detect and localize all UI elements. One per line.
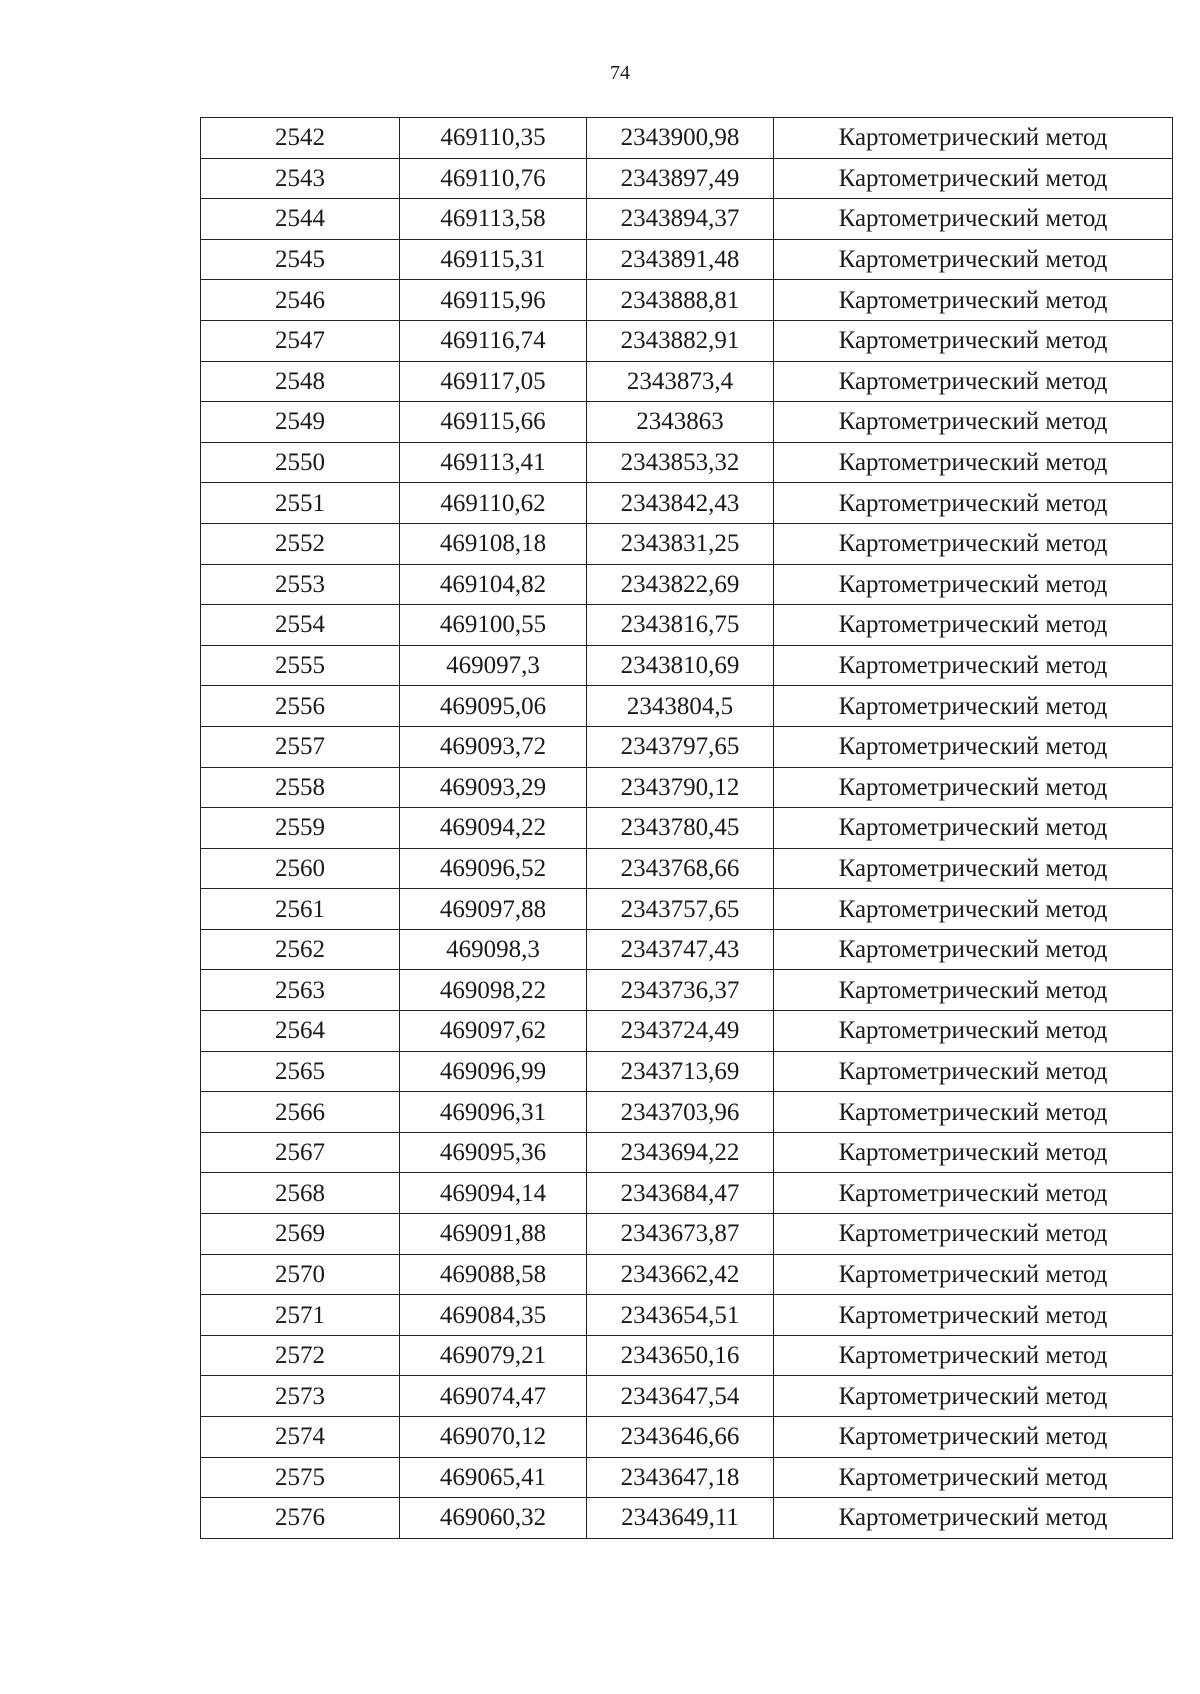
y-coordinate-cell: 2343882,91: [587, 320, 774, 361]
y-coordinate-cell: 2343853,32: [587, 442, 774, 483]
x-coordinate-cell: 469098,3: [400, 929, 587, 970]
y-coordinate-cell: 2343797,65: [587, 726, 774, 767]
x-coordinate-cell: 469094,14: [400, 1173, 587, 1214]
x-coordinate-cell: 469074,47: [400, 1376, 587, 1417]
y-coordinate-cell: 2343650,16: [587, 1335, 774, 1376]
page-number: 74: [610, 62, 630, 84]
table-row: [201, 1092, 1173, 1133]
y-coordinate-cell: 2343724,49: [587, 1011, 774, 1052]
x-coordinate-cell: 469095,36: [400, 1132, 587, 1173]
table-row: [201, 1295, 1173, 1336]
y-coordinate-cell: 2343842,43: [587, 483, 774, 524]
table-row: [201, 645, 1173, 686]
point-number-cell: 2561: [201, 889, 400, 930]
method-cell: Картометрический метод: [774, 442, 1173, 483]
point-number-cell: 2544: [201, 199, 400, 240]
table-row: [201, 1498, 1173, 1539]
method-cell: Картометрический метод: [774, 1498, 1173, 1539]
point-number-cell: 2543: [201, 158, 400, 199]
method-cell: Картометрический метод: [774, 199, 1173, 240]
table-row: [201, 442, 1173, 483]
point-number-cell: 2562: [201, 929, 400, 970]
x-coordinate-cell: 469095,06: [400, 686, 587, 727]
y-coordinate-cell: 2343736,37: [587, 970, 774, 1011]
table-row: [201, 848, 1173, 889]
table-row: [201, 726, 1173, 767]
table-row: [201, 1051, 1173, 1092]
x-coordinate-cell: 469096,31: [400, 1092, 587, 1133]
method-cell: Картометрический метод: [774, 767, 1173, 808]
y-coordinate-cell: 2343810,69: [587, 645, 774, 686]
x-coordinate-cell: 469100,55: [400, 605, 587, 646]
x-coordinate-cell: 469093,29: [400, 767, 587, 808]
point-number-cell: 2545: [201, 239, 400, 280]
point-number-cell: 2572: [201, 1335, 400, 1376]
point-number-cell: 2575: [201, 1457, 400, 1498]
table-row: [201, 1132, 1173, 1173]
table-row: [201, 158, 1173, 199]
method-cell: Картометрический метод: [774, 1254, 1173, 1295]
point-number-cell: 2563: [201, 970, 400, 1011]
table-row: [201, 523, 1173, 564]
x-coordinate-cell: 469093,72: [400, 726, 587, 767]
method-cell: Картометрический метод: [774, 1173, 1173, 1214]
method-cell: Картометрический метод: [774, 361, 1173, 402]
y-coordinate-cell: 2343900,98: [587, 118, 774, 159]
x-coordinate-cell: 469097,88: [400, 889, 587, 930]
point-number-cell: 2554: [201, 605, 400, 646]
x-coordinate-cell: 469116,74: [400, 320, 587, 361]
x-coordinate-cell: 469110,35: [400, 118, 587, 159]
method-cell: Картометрический метод: [774, 1457, 1173, 1498]
y-coordinate-cell: 2343694,22: [587, 1132, 774, 1173]
method-cell: Картометрический метод: [774, 1214, 1173, 1255]
x-coordinate-cell: 469096,52: [400, 848, 587, 889]
y-coordinate-cell: 2343873,4: [587, 361, 774, 402]
table-row: [201, 1376, 1173, 1417]
table-row: [201, 320, 1173, 361]
y-coordinate-cell: 2343888,81: [587, 280, 774, 321]
table-row: [201, 808, 1173, 849]
x-coordinate-cell: 469098,22: [400, 970, 587, 1011]
point-number-cell: 2576: [201, 1498, 400, 1539]
point-number-cell: 2571: [201, 1295, 400, 1336]
method-cell: Картометрический метод: [774, 402, 1173, 443]
point-number-cell: 2573: [201, 1376, 400, 1417]
point-number-cell: 2574: [201, 1417, 400, 1458]
x-coordinate-cell: 469096,99: [400, 1051, 587, 1092]
y-coordinate-cell: 2343894,37: [587, 199, 774, 240]
table-row: [201, 1011, 1173, 1052]
x-coordinate-cell: 469115,66: [400, 402, 587, 443]
x-coordinate-cell: 469097,3: [400, 645, 587, 686]
point-number-cell: 2559: [201, 808, 400, 849]
point-number-cell: 2542: [201, 118, 400, 159]
y-coordinate-cell: 2343647,18: [587, 1457, 774, 1498]
table-row: [201, 929, 1173, 970]
table-row: [201, 1457, 1173, 1498]
table-row: [201, 1214, 1173, 1255]
point-number-cell: 2564: [201, 1011, 400, 1052]
method-cell: Картометрический метод: [774, 158, 1173, 199]
x-coordinate-cell: 469084,35: [400, 1295, 587, 1336]
method-cell: Картометрический метод: [774, 1011, 1173, 1052]
y-coordinate-cell: 2343713,69: [587, 1051, 774, 1092]
method-cell: Картометрический метод: [774, 118, 1173, 159]
method-cell: Картометрический метод: [774, 726, 1173, 767]
method-cell: Картометрический метод: [774, 483, 1173, 524]
y-coordinate-cell: 2343822,69: [587, 564, 774, 605]
y-coordinate-cell: 2343831,25: [587, 523, 774, 564]
method-cell: Картометрический метод: [774, 970, 1173, 1011]
table-row: [201, 239, 1173, 280]
method-cell: Картометрический метод: [774, 848, 1173, 889]
table-row: [201, 686, 1173, 727]
x-coordinate-cell: 469113,58: [400, 199, 587, 240]
table-row: [201, 970, 1173, 1011]
method-cell: Картометрический метод: [774, 1132, 1173, 1173]
y-coordinate-cell: 2343684,47: [587, 1173, 774, 1214]
y-coordinate-cell: 2343757,65: [587, 889, 774, 930]
x-coordinate-cell: 469115,31: [400, 239, 587, 280]
point-number-cell: 2547: [201, 320, 400, 361]
x-coordinate-cell: 469117,05: [400, 361, 587, 402]
method-cell: Картометрический метод: [774, 645, 1173, 686]
method-cell: Картометрический метод: [774, 1092, 1173, 1133]
y-coordinate-cell: 2343780,45: [587, 808, 774, 849]
point-number-cell: 2560: [201, 848, 400, 889]
point-number-cell: 2557: [201, 726, 400, 767]
y-coordinate-cell: 2343654,51: [587, 1295, 774, 1336]
method-cell: Картометрический метод: [774, 239, 1173, 280]
table-row: [201, 483, 1173, 524]
table-row: [201, 1173, 1173, 1214]
y-coordinate-cell: 2343747,43: [587, 929, 774, 970]
x-coordinate-cell: 469079,21: [400, 1335, 587, 1376]
point-number-cell: 2569: [201, 1214, 400, 1255]
point-number-cell: 2568: [201, 1173, 400, 1214]
y-coordinate-cell: 2343897,49: [587, 158, 774, 199]
y-coordinate-cell: 2343790,12: [587, 767, 774, 808]
x-coordinate-cell: 469108,18: [400, 523, 587, 564]
x-coordinate-cell: 469091,88: [400, 1214, 587, 1255]
table-row: [201, 199, 1173, 240]
point-number-cell: 2555: [201, 645, 400, 686]
point-number-cell: 2553: [201, 564, 400, 605]
method-cell: Картометрический метод: [774, 808, 1173, 849]
point-number-cell: 2567: [201, 1132, 400, 1173]
y-coordinate-cell: 2343673,87: [587, 1214, 774, 1255]
method-cell: Картометрический метод: [774, 320, 1173, 361]
point-number-cell: 2556: [201, 686, 400, 727]
method-cell: Картометрический метод: [774, 1051, 1173, 1092]
y-coordinate-cell: 2343662,42: [587, 1254, 774, 1295]
x-coordinate-cell: 469110,76: [400, 158, 587, 199]
method-cell: Картометрический метод: [774, 686, 1173, 727]
point-number-cell: 2546: [201, 280, 400, 321]
x-coordinate-cell: 469115,96: [400, 280, 587, 321]
x-coordinate-cell: 469104,82: [400, 564, 587, 605]
y-coordinate-cell: 2343703,96: [587, 1092, 774, 1133]
method-cell: Картометрический метод: [774, 1417, 1173, 1458]
table-row: [201, 118, 1173, 159]
table-row: [201, 280, 1173, 321]
method-cell: Картометрический метод: [774, 929, 1173, 970]
x-coordinate-cell: 469060,32: [400, 1498, 587, 1539]
point-number-cell: 2548: [201, 361, 400, 402]
y-coordinate-cell: 2343649,11: [587, 1498, 774, 1539]
x-coordinate-cell: 469088,58: [400, 1254, 587, 1295]
point-number-cell: 2552: [201, 523, 400, 564]
x-coordinate-cell: 469094,22: [400, 808, 587, 849]
table-row: [201, 1335, 1173, 1376]
method-cell: Картометрический метод: [774, 564, 1173, 605]
point-number-cell: 2551: [201, 483, 400, 524]
method-cell: Картометрический метод: [774, 889, 1173, 930]
coordinates-table-body: [201, 118, 1173, 1539]
table-row: [201, 402, 1173, 443]
x-coordinate-cell: 469065,41: [400, 1457, 587, 1498]
coordinates-table: [200, 117, 1173, 1539]
point-number-cell: 2566: [201, 1092, 400, 1133]
point-number-cell: 2570: [201, 1254, 400, 1295]
method-cell: Картометрический метод: [774, 1295, 1173, 1336]
table-row: [201, 889, 1173, 930]
table-row: [201, 361, 1173, 402]
y-coordinate-cell: 2343768,66: [587, 848, 774, 889]
y-coordinate-cell: 2343891,48: [587, 239, 774, 280]
x-coordinate-cell: 469070,12: [400, 1417, 587, 1458]
table-row: [201, 1254, 1173, 1295]
point-number-cell: 2558: [201, 767, 400, 808]
method-cell: Картометрический метод: [774, 280, 1173, 321]
y-coordinate-cell: 2343647,54: [587, 1376, 774, 1417]
table-row: [201, 564, 1173, 605]
y-coordinate-cell: 2343816,75: [587, 605, 774, 646]
y-coordinate-cell: 2343863: [587, 402, 774, 443]
table-row: [201, 767, 1173, 808]
method-cell: Картометрический метод: [774, 1335, 1173, 1376]
y-coordinate-cell: 2343804,5: [587, 686, 774, 727]
method-cell: Картометрический метод: [774, 605, 1173, 646]
x-coordinate-cell: 469113,41: [400, 442, 587, 483]
point-number-cell: 2565: [201, 1051, 400, 1092]
method-cell: Картометрический метод: [774, 523, 1173, 564]
method-cell: Картометрический метод: [774, 1376, 1173, 1417]
table-row: [201, 605, 1173, 646]
point-number-cell: 2550: [201, 442, 400, 483]
x-coordinate-cell: 469097,62: [400, 1011, 587, 1052]
y-coordinate-cell: 2343646,66: [587, 1417, 774, 1458]
table-row: [201, 1417, 1173, 1458]
x-coordinate-cell: 469110,62: [400, 483, 587, 524]
point-number-cell: 2549: [201, 402, 400, 443]
